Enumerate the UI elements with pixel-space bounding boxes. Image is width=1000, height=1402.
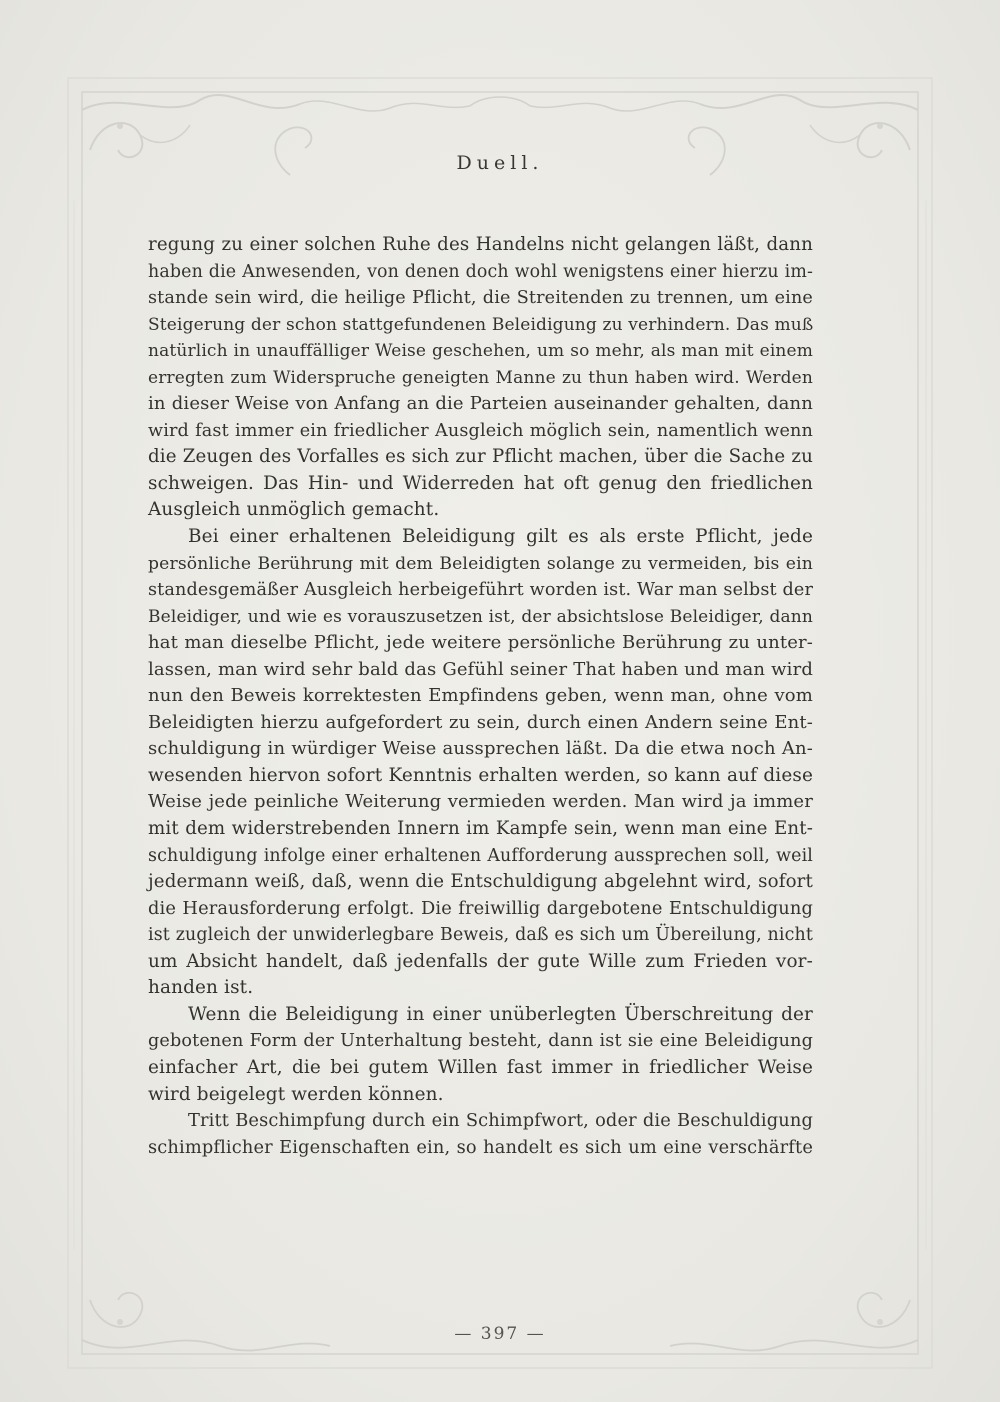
text-line: wesenden hiervon sofort Kenntnis erhalten werden, so kann auf diese — [148, 764, 813, 786]
text-line: persönliche Berührung mit dem Beleidigten solange zu vermeiden, bis ein — [148, 553, 813, 574]
text-line: jedermann weiß, daß, wenn die Entschuldigung abgelehnt wird, sofort — [148, 871, 813, 893]
text-line: um Absicht handelt, daß jedenfalls der gute Wille zum Frieden vor- — [148, 950, 813, 972]
page-number: — 397 — — [454, 1324, 546, 1344]
text-line: Beleidigten hierzu aufgefordert zu sein, durch einen Andern seine Ent- — [148, 711, 813, 733]
text-line: Beleidiger, und wie es vorauszusetzen ist, der absichtslose Beleidiger, dann — [148, 606, 813, 627]
body-text — [148, 232, 813, 1161]
text-line: standesgemäßer Ausgleich herbeigeführt worden ist. War man selbst der — [148, 580, 813, 601]
text-line: in dieser Weise von Anfang an die Parteien auseinander gehalten, dann — [148, 393, 813, 415]
text-line: gebotenen Form der Unterhaltung besteht, dann ist sie eine Beleidigung — [148, 1031, 813, 1052]
text-line: Ausgleich unmöglich gemacht. — [148, 499, 440, 521]
text-line: erregten zum Widerspruche geneigten Manne zu thun haben wird. Werden — [148, 367, 813, 388]
text-line: natürlich in unauffälliger Weise geschehen, um so mehr, als man mit einem — [148, 341, 813, 362]
text-line: mit dem widerstrebenden Innern im Kampfe sein, wenn man eine Ent- — [148, 818, 813, 840]
text-line: lassen, man wird sehr bald das Gefühl seiner That haben und man wird — [148, 658, 813, 680]
text-line: Weise jede peinliche Weiterung vermieden werden. Man wird ja immer — [148, 791, 813, 813]
text-line: ist zugleich der unwiderlegbare Beweis, daß es sich um Übereilung, nicht — [148, 925, 813, 946]
text-line: regung zu einer solchen Ruhe des Handelns nicht gelangen läßt, dann — [148, 234, 813, 255]
running-head: Duell. — [456, 152, 544, 174]
text-line: einfacher Art, die bei gutem Willen fast immer in friedlicher Weise — [148, 1056, 813, 1078]
text-line: Tritt Beschimpfung durch ein Schimpfwort, oder die Beschuldigung — [188, 1110, 813, 1132]
text-line: wird fast immer ein friedlicher Ausgleich möglich sein, namentlich wenn — [148, 420, 813, 441]
text-line: schimpflicher Eigenschaften ein, so handelt es sich um eine verschärfte — [148, 1136, 813, 1158]
text-line: nun den Beweis korrektesten Empfindens geben, wenn man, ohne vom — [148, 685, 813, 707]
text-line: Steigerung der schon stattgefundenen Beleidigung zu verhindern. Das muß — [148, 314, 814, 335]
text-line: die Herausforderung erfolgt. Die freiwillig dargebotene Entschuldigung — [148, 897, 813, 919]
text-line: Wenn die Beleidigung in einer unüberlegten Überschreitung der — [188, 1003, 813, 1025]
text-line: schuldigung infolge einer erhaltenen Aufforderung aussprechen soll, weil — [148, 845, 813, 866]
text-line: haben die Anwesenden, von denen doch wohl wenigstens einer hierzu im- — [148, 261, 813, 282]
text-line: handen ist. — [148, 977, 254, 999]
text-line: hat man dieselbe Pflicht, jede weitere persönliche Berührung zu unter- — [148, 632, 813, 654]
text-line: die Zeugen des Vorfalles es sich zur Pflicht machen, über die Sache zu — [148, 446, 813, 468]
text-line: schweigen. Das Hin- und Widerreden hat oft genug den friedlichen — [148, 472, 813, 494]
text-line: stande sein wird, die heilige Pflicht, die Streitenden zu trennen, um eine — [148, 288, 813, 309]
text-line: schuldigung in würdiger Weise aussprechen läßt. Da die etwa noch An- — [148, 738, 813, 760]
text-line: Bei einer erhaltenen Beleidigung gilt es als erste Pflicht, jede — [188, 526, 813, 548]
text-line: wird beigelegt werden können. — [148, 1083, 444, 1105]
